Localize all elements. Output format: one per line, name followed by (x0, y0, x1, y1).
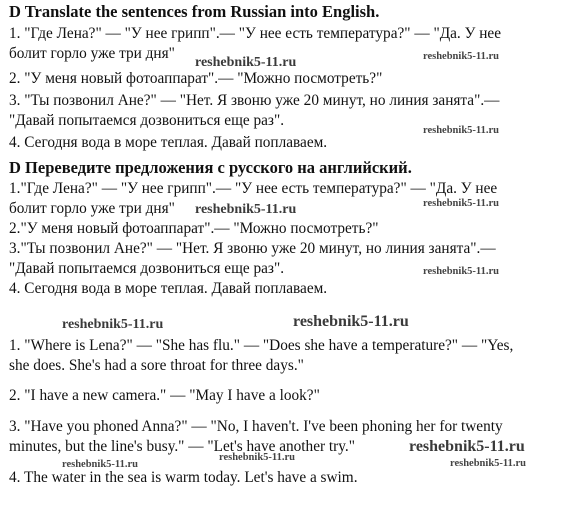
answer-line: she does. She's had a sore throat for three days." (9, 357, 304, 374)
answer-line: 4. The water in the sea is warm today. Let's have a swim. (9, 469, 358, 486)
watermark-text: reshebnik5-11.ru (423, 266, 499, 277)
watermark-text: reshebnik5-11.ru (409, 438, 525, 455)
section2-line: 1."Где Лена?" — "У нее грипп".— "У нее есть температура?" — "Да. У нее (9, 180, 498, 197)
watermark-text: reshebnik5-11.ru (219, 452, 295, 463)
section1-line: 2. "У меня новый фотоаппарат".— "Можно посмотреть?" (9, 70, 383, 87)
section2-heading: D Переведите предложения с русского на английский. (9, 158, 412, 177)
section2-line: болит горло уже три дня" (9, 200, 175, 217)
watermark-text: reshebnik5-11.ru (423, 125, 499, 136)
watermark-text: reshebnik5-11.ru (62, 459, 138, 470)
watermark-text: reshebnik5-11.ru (62, 317, 164, 332)
answer-line: 3. "Have you phoned Anna?" — "No, I haven't. I've been phoning her for twenty (9, 418, 503, 435)
section2-line: 3."Ты позвонил Ане?" — "Нет. Я звоню уже 20 минут, но линия занята".— (9, 240, 496, 257)
section1-heading: D Translate the sentences from Russian into English. (9, 2, 380, 21)
watermark-text: reshebnik5-11.ru (293, 313, 409, 330)
watermark-text: reshebnik5-11.ru (195, 55, 297, 70)
watermark-text: reshebnik5-11.ru (195, 202, 297, 217)
section1-line: 1. "Где Лена?" — "У нее грипп".— "У нее есть температура?" — "Да. У нее (9, 25, 501, 42)
section2-line: "Давай попытаемся дозвониться еще раз". (9, 260, 285, 277)
section1-line: 4. Сегодня вода в море теплая. Давай поплаваем. (9, 134, 328, 151)
watermark-text: reshebnik5-11.ru (423, 51, 499, 62)
section1-line: болит горло уже три дня" (9, 45, 175, 62)
section2-line: 4. Сегодня вода в море теплая. Давай поплаваем. (9, 280, 328, 297)
section1-line: "Давай попытаемся дозвониться еще раз". (9, 112, 285, 129)
watermark-text: reshebnik5-11.ru (423, 198, 499, 209)
section2-line: 2."У меня новый фотоаппарат".— "Можно посмотреть?" (9, 220, 379, 237)
answer-line: 1. "Where is Lena?" — "She has flu." — "Does she have a temperature?" — "Yes, (9, 337, 514, 354)
watermark-text: reshebnik5-11.ru (450, 458, 526, 469)
answer-line: minutes, but the line's busy." — "Let's have another try." (9, 438, 355, 455)
answer-line: 2. "I have a new camera." — "May I have a look?" (9, 387, 320, 404)
section1-line: 3. "Ты позвонил Ане?" — "Нет. Я звоню уже 20 минут, но линия занята".— (9, 92, 500, 109)
